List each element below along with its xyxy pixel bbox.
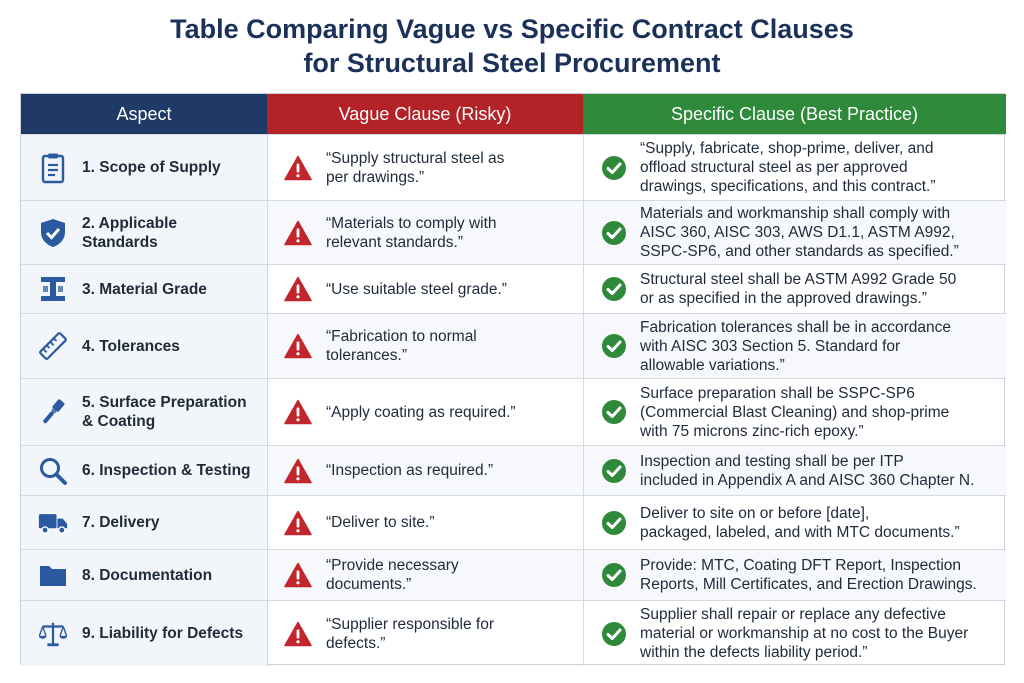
check-circle-icon	[601, 333, 627, 359]
specific-clause-text	[640, 556, 977, 594]
check-circle-icon	[601, 510, 627, 536]
aspect-label	[82, 461, 251, 480]
specific-clause-text	[640, 504, 960, 542]
aspect-label	[82, 513, 160, 532]
aspect-cell	[21, 600, 267, 666]
vague-clause-line: “Fabrication to normal	[326, 328, 477, 345]
warning-icon	[284, 458, 312, 484]
aspect-label	[82, 566, 212, 585]
aspect-label-line: 6. Inspection & Testing	[82, 462, 251, 479]
warning-icon	[284, 399, 312, 425]
specific-clause-text	[640, 318, 951, 375]
vague-clause-line: “Apply coating as required.”	[326, 403, 516, 421]
specific-clause-line: within the defects liability period.”	[640, 644, 868, 661]
aspect-label	[82, 624, 243, 643]
vague-clause-line: documents.”	[326, 576, 412, 593]
specific-clause-line: “Supply, fabricate, shop-prime, deliver, and	[640, 140, 934, 157]
specific-clause-cell	[583, 445, 1006, 495]
check-circle-icon	[601, 276, 627, 302]
vague-clause-line: “Inspection as required.”	[326, 462, 494, 479]
check-circle-icon	[601, 155, 627, 181]
vague-clause-cell	[267, 600, 583, 666]
magnifier-icon	[38, 456, 68, 486]
specific-clause-cell	[583, 313, 1006, 378]
ruler-icon	[38, 331, 68, 361]
aspect-cell	[21, 378, 267, 445]
specific-clause-line: Materials and workmanship shall comply with	[640, 205, 951, 222]
aspect-cell	[21, 549, 267, 600]
warning-icon	[284, 510, 312, 536]
check-circle-icon	[601, 399, 627, 425]
specific-clause-line: included in Appendix A and AISC 360 Chapter N.	[640, 471, 975, 489]
header-aspect: Aspect	[21, 94, 267, 134]
vague-clause-cell	[267, 495, 583, 549]
page-title	[0, 12, 1024, 80]
aspect-label-line: 8. Documentation	[82, 566, 213, 584]
specific-clause-text	[640, 452, 974, 490]
specific-clause-line: AISC 360, AISC 303, AWS D1.1, ASTM A992,	[640, 224, 955, 241]
folder-icon	[38, 560, 68, 590]
vague-clause-line: “Supply structural steel as	[326, 149, 505, 167]
vague-clause-text	[326, 461, 493, 480]
aspect-cell	[21, 313, 267, 378]
specific-clause-cell	[583, 264, 1006, 313]
specific-clause-line: packaged, labeled, and with MTC documents.”	[640, 523, 960, 541]
vague-clause-text	[326, 513, 435, 532]
check-circle-icon	[601, 458, 627, 484]
paint-brush-icon	[38, 397, 68, 427]
specific-clause-cell	[583, 134, 1006, 200]
aspect-label	[82, 158, 221, 177]
vague-clause-line: “Supplier responsible for	[326, 615, 495, 633]
vague-clause-text	[326, 214, 497, 252]
aspect-label-line: 2. Applicable	[82, 214, 178, 232]
aspect-cell	[21, 200, 267, 264]
truck-icon	[38, 508, 68, 538]
aspect-label	[82, 393, 247, 431]
vague-clause-text	[326, 403, 516, 422]
specific-clause-line: material or workmanship at no cost to the Buyer	[640, 625, 969, 642]
specific-clause-line: Surface preparation shall be SSPC-SP6	[640, 384, 915, 402]
title-line-1: Table Comparing Vague vs Specific Contract Clauses	[170, 14, 854, 44]
warning-icon	[284, 621, 312, 647]
specific-clause-cell	[583, 600, 1006, 666]
aspect-label-line: & Coating	[82, 413, 156, 430]
specific-clause-line: with AISC 303 Section 5. Standard for	[640, 337, 901, 355]
specific-clause-line: drawings, specifications, and this contract.”	[640, 178, 936, 195]
specific-clause-line: allowable variations.”	[640, 356, 785, 374]
specific-clause-text	[640, 139, 936, 196]
check-circle-icon	[601, 621, 627, 647]
header-specific-clause: Specific Clause (Best Practice)	[583, 94, 1006, 134]
vague-clause-line: per drawings.”	[326, 168, 425, 186]
specific-clause-cell	[583, 200, 1006, 264]
specific-clause-text	[640, 270, 956, 308]
aspect-cell	[21, 134, 267, 200]
aspect-label-line: 7. Delivery	[82, 514, 160, 531]
specific-clause-line: offload structural steel as per approved	[640, 159, 908, 176]
vague-clause-cell	[267, 134, 583, 200]
specific-clause-line: Fabrication tolerances shall be in accordance	[640, 318, 952, 336]
specific-clause-line: (Commercial Blast Cleaning) and shop-prime	[640, 403, 950, 421]
warning-icon	[284, 155, 312, 181]
aspect-label-line: 9. Liability for Defects	[82, 625, 244, 642]
vague-clause-line: “Deliver to site.”	[326, 514, 435, 531]
specific-clause-line: Deliver to site on or before [date],	[640, 504, 870, 522]
scales-icon	[38, 619, 68, 649]
specific-clause-cell	[583, 549, 1006, 600]
vague-clause-line: “Use suitable steel grade.”	[326, 280, 507, 298]
specific-clause-text	[640, 605, 968, 662]
header-vague-clause: Vague Clause (Risky)	[267, 94, 583, 134]
warning-icon	[284, 276, 312, 302]
vague-clause-text	[326, 149, 504, 187]
aspect-label	[82, 337, 180, 356]
aspect-label-line: 3. Material Grade	[82, 280, 207, 298]
title-line-2: for Structural Steel Procurement	[303, 48, 721, 78]
aspect-label	[82, 280, 207, 299]
comparison-table	[20, 93, 1005, 665]
specific-clause-line: SSPC-SP6, and other standards as specified.”	[640, 243, 959, 260]
warning-icon	[284, 333, 312, 359]
vague-clause-cell	[267, 378, 583, 445]
vague-clause-cell	[267, 445, 583, 495]
check-circle-icon	[601, 562, 627, 588]
vague-clause-line: “Provide necessary	[326, 557, 459, 574]
specific-clause-cell	[583, 378, 1006, 445]
aspect-label-line: 5. Surface Preparation	[82, 394, 247, 411]
vague-clause-text	[326, 556, 459, 594]
vague-clause-line: “Materials to comply with	[326, 214, 497, 232]
aspect-label-line: 1. Scope of Supply	[82, 159, 221, 176]
check-circle-icon	[601, 220, 627, 246]
specific-clause-line: Structural steel shall be ASTM A992 Grade 50	[640, 271, 957, 288]
specific-clause-line: Reports, Mill Certificates, and Erection Drawings.	[640, 576, 977, 593]
vague-clause-cell	[267, 264, 583, 313]
vague-clause-cell	[267, 200, 583, 264]
vague-clause-text	[326, 280, 507, 299]
specific-clause-line: Inspection and testing shall be per ITP	[640, 452, 904, 470]
aspect-cell	[21, 495, 267, 549]
warning-icon	[284, 562, 312, 588]
specific-clause-line: Provide: MTC, Coating DFT Report, Inspection	[640, 557, 962, 574]
aspect-label-line: Standards	[82, 233, 158, 251]
vague-clause-line: relevant standards.”	[326, 233, 463, 251]
vague-clause-line: tolerances.”	[326, 347, 407, 364]
warning-icon	[284, 220, 312, 246]
vague-clause-text	[326, 615, 494, 653]
aspect-label-line: 4. Tolerances	[82, 337, 180, 355]
specific-clause-text	[640, 204, 959, 261]
specific-clause-line: Supplier shall repair or replace any defective	[640, 606, 946, 623]
vague-clause-line: defects.”	[326, 634, 386, 652]
vague-clause-text	[326, 327, 477, 365]
vague-clause-cell	[267, 549, 583, 600]
specific-clause-cell	[583, 495, 1006, 549]
clipboard-icon	[38, 153, 68, 183]
specific-clause-line: or as specified in the approved drawings.”	[640, 290, 927, 307]
shield-check-icon	[38, 218, 68, 248]
specific-clause-line: with 75 microns zinc-rich epoxy.”	[640, 422, 864, 440]
vague-clause-cell	[267, 313, 583, 378]
aspect-cell	[21, 445, 267, 495]
steel-beam-icon	[38, 274, 68, 304]
aspect-cell	[21, 264, 267, 313]
aspect-label	[82, 214, 177, 252]
specific-clause-text	[640, 384, 949, 441]
